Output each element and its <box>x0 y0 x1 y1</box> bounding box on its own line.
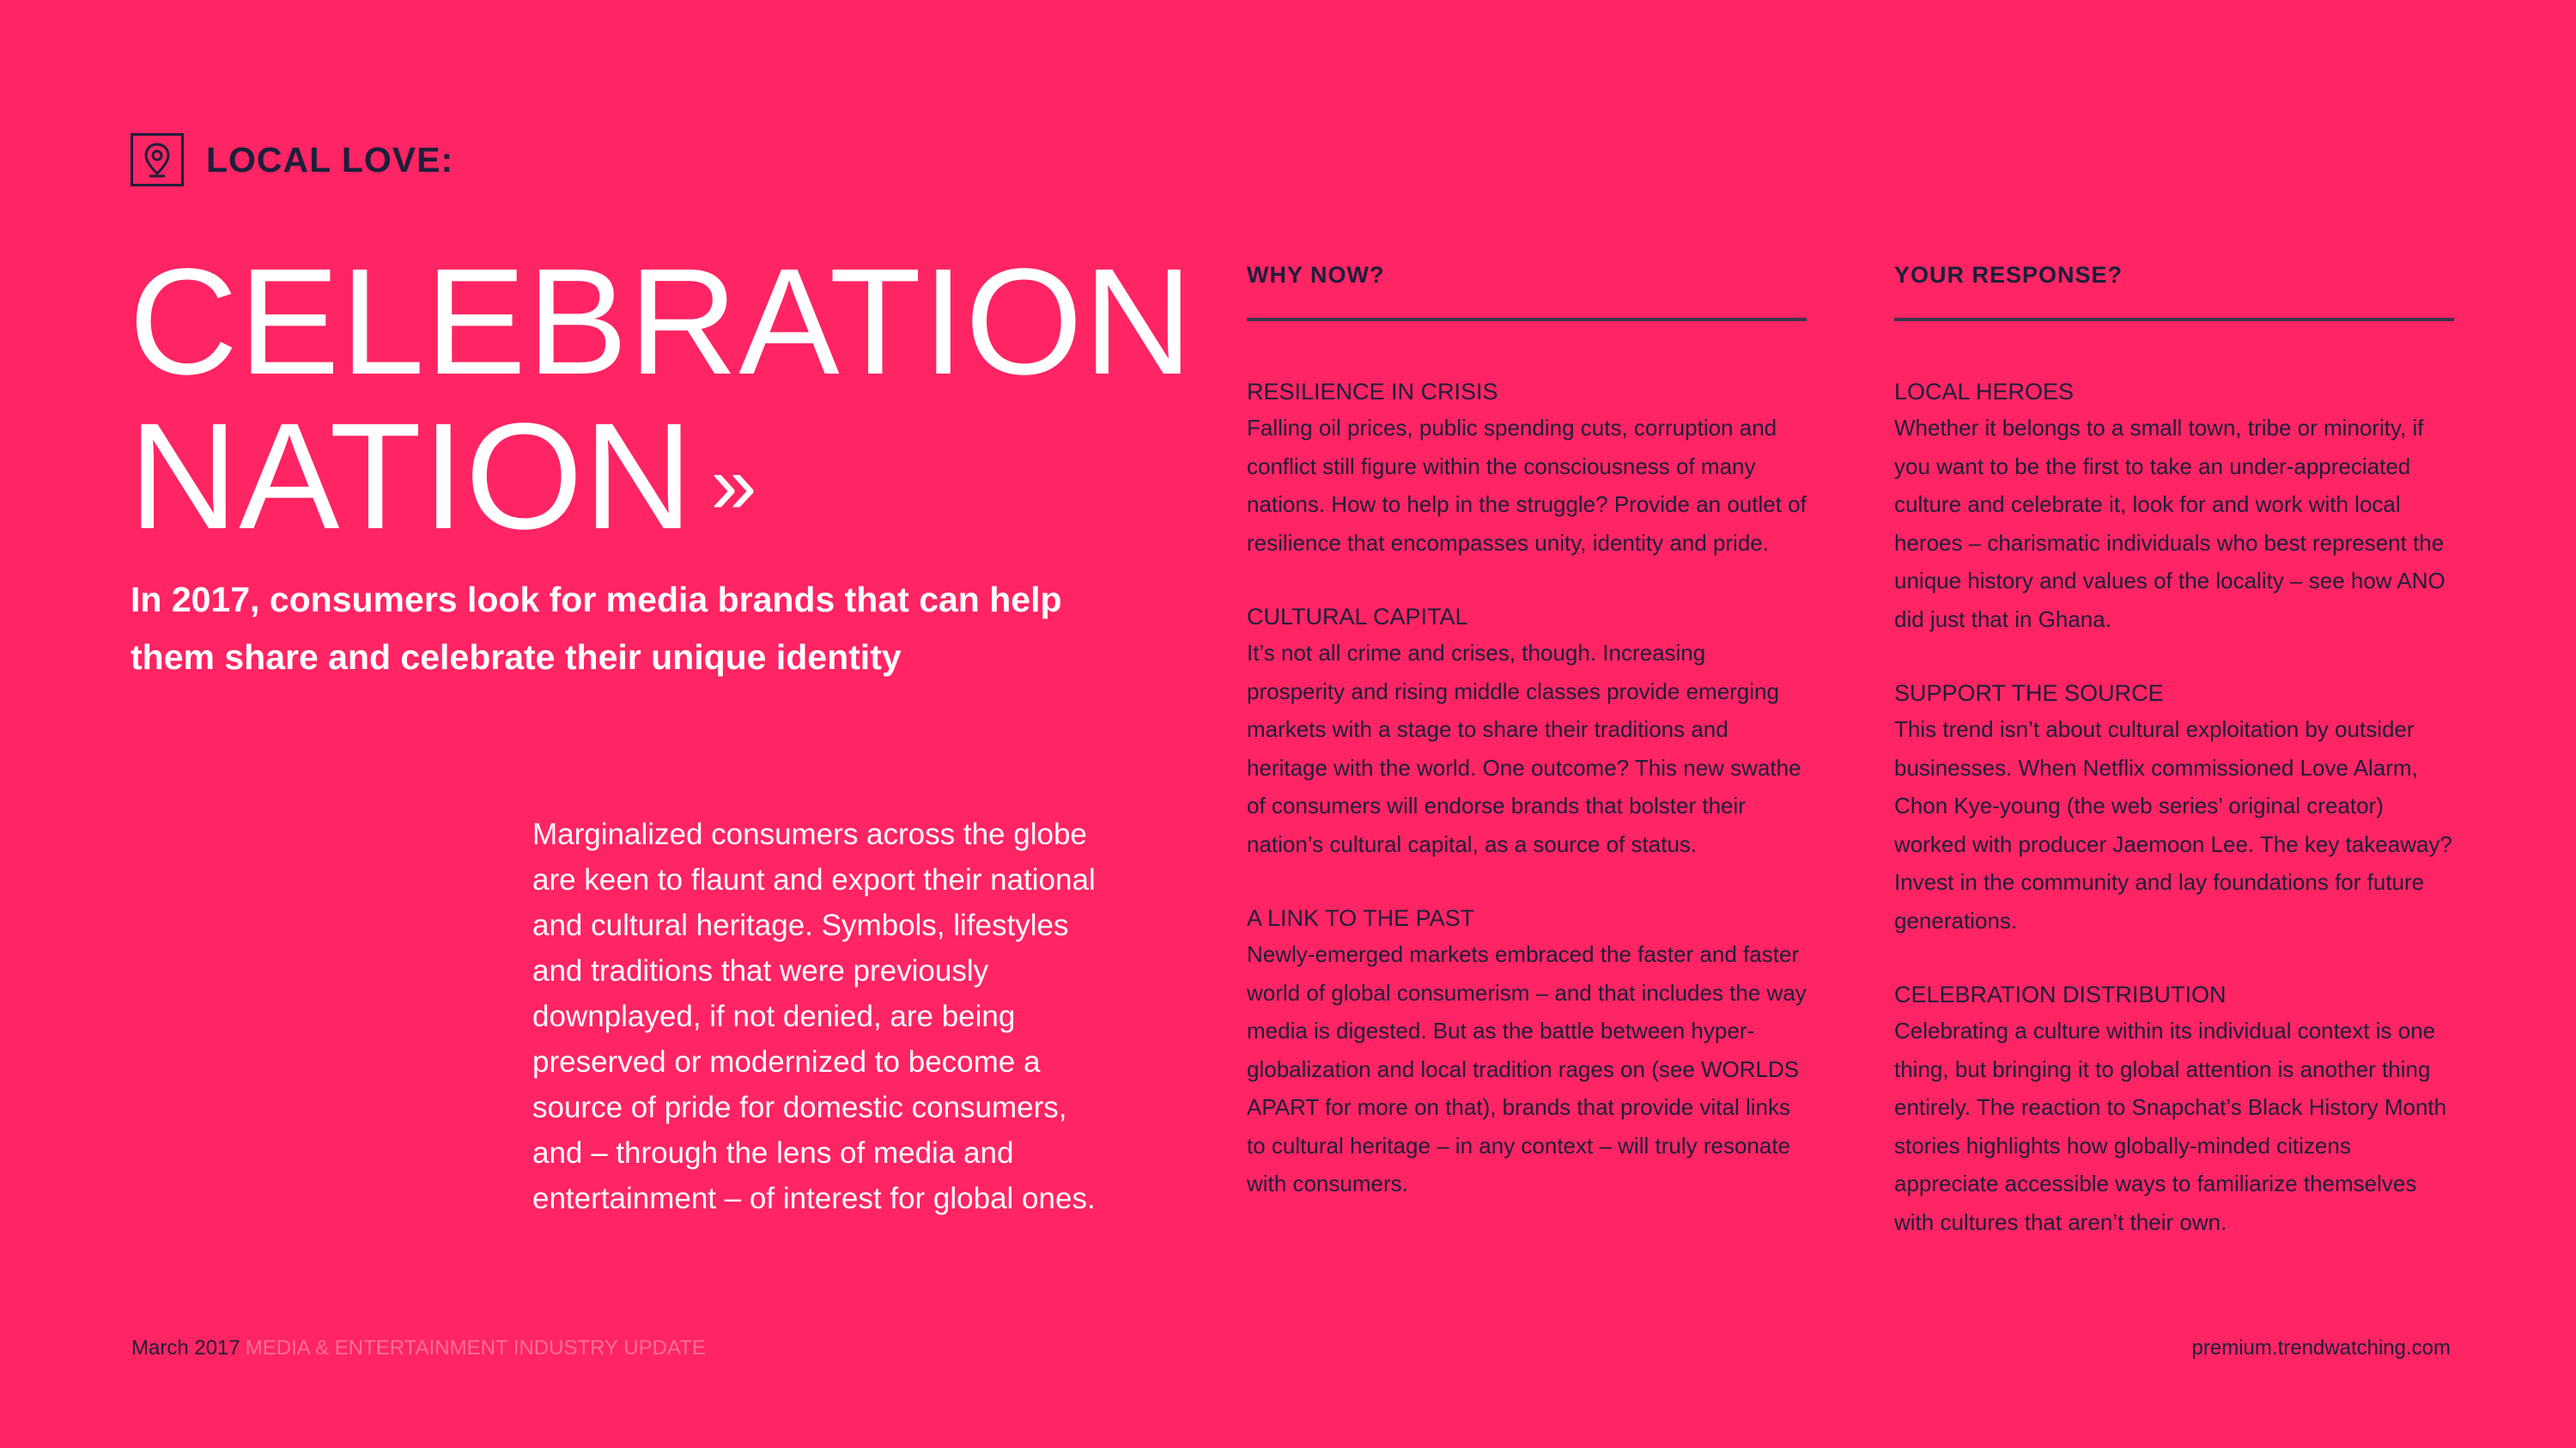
your-response-section <box>1894 977 2454 1241</box>
section-title: A LINK TO THE PAST <box>1247 905 1475 931</box>
section-label: LOCAL LOVE: <box>206 139 454 179</box>
section-header <box>131 131 453 189</box>
section-title: CULTURAL CAPITAL <box>1247 604 1468 630</box>
section-body: It’s not all crime and crises, though. Increasing prosperity and rising middle classes provide emerging markets with a stage to share their traditions and heritage with the world. One outcome? This new swathe of consumers will endorse brands that bolster their nation’s cultural capital, as a source of status. <box>1247 640 1801 857</box>
section-body: Celebrating a culture within its individual context is one thing, but bringing it to global attention is another thing entirely. The reaction to Snapchat’s Black History Month stories highlights how globally-minded citizens appreciate accessible ways to familiarize themselves with cultures that aren’t their own. <box>1894 1018 2447 1235</box>
divider <box>1247 318 1807 321</box>
section-body: Falling oil prices, public spending cuts, corruption and conflict still figure within the consciousness of many nations. How to help in the struggle? Provide an outlet of resilience that encompasses unity, identity and pride. <box>1247 415 1807 556</box>
divider <box>1894 318 2454 321</box>
page-title <box>129 238 1194 563</box>
footer-publication-link[interactable]: MEDIA & ENTERTAINMENT INDUSTRY UPDATE <box>245 1336 706 1360</box>
your-response-section <box>1894 374 2454 638</box>
chevron-right-icon: » <box>710 439 758 531</box>
why-now-column <box>1247 258 1807 1241</box>
why-now-section <box>1247 901 1807 1203</box>
title-line-2: NATION <box>129 392 694 561</box>
title-line-1: CELEBRATION <box>129 238 1194 406</box>
your-response-heading: YOUR RESPONSE? <box>1894 262 2123 288</box>
section-title: SUPPORT THE SOURCE <box>1894 680 2164 706</box>
section-body: Newly-emerged markets embraced the faster and faster world of global consumerism – and that includes the way media is digested. But as the battle between hyper-globalization and local tradition rages on (see WORLDS APART for more on that), brands that provide vital links to cultural heritage – in any context – will truly resonate with consumers. <box>1247 941 1807 1196</box>
section-title: LOCAL HEROES <box>1894 379 2075 405</box>
why-now-section <box>1247 599 1807 863</box>
footer-website-link[interactable]: premium.trendwatching.com <box>2191 1336 2451 1360</box>
location-pin-icon <box>131 133 184 186</box>
section-body: This trend isn’t about cultural exploitation by outsider businesses. When Netflix commissioned Love Alarm, Chon Kye-young (the web series’ original creator) worked with producer Jaemoon Lee. The key takeaway? Invest in the community and lay foundations for future generations. <box>1894 716 2452 934</box>
footer-date: March 2017 <box>131 1336 240 1360</box>
your-response-column <box>1894 258 2454 1279</box>
why-now-heading: WHY NOW? <box>1247 262 1385 288</box>
footer-left <box>131 1336 706 1360</box>
subheadline: In 2017, consumers look for media brands that can help them share and celebrate their unique identity <box>131 580 1062 677</box>
section-title: RESILIENCE IN CRISIS <box>1247 379 1498 405</box>
section-body: Whether it belongs to a small town, tribe or minority, if you want to be the first to take an under-appreciated culture and celebrate it, look for and work with local heroes – charismatic individuals who best represent the unique history and values of the locality – see how ANO did just that in Ghana. <box>1894 415 2445 632</box>
why-now-section <box>1247 374 1807 562</box>
section-title: CELEBRATION DISTRIBUTION <box>1894 982 2227 1007</box>
title-line-2-wrapper <box>129 392 1194 563</box>
your-response-section <box>1894 676 2454 940</box>
intro-paragraph: Marginalized consumers across the globe are keen to flaunt and export their national and cultural heritage. Symbols, lifestyles and traditions that were previously downplayed, if not denied, are being preserved or modernized to become a source of pride for domestic consumers, and – through the lens of media and entertainment – of interest for global ones. <box>532 818 1096 1215</box>
